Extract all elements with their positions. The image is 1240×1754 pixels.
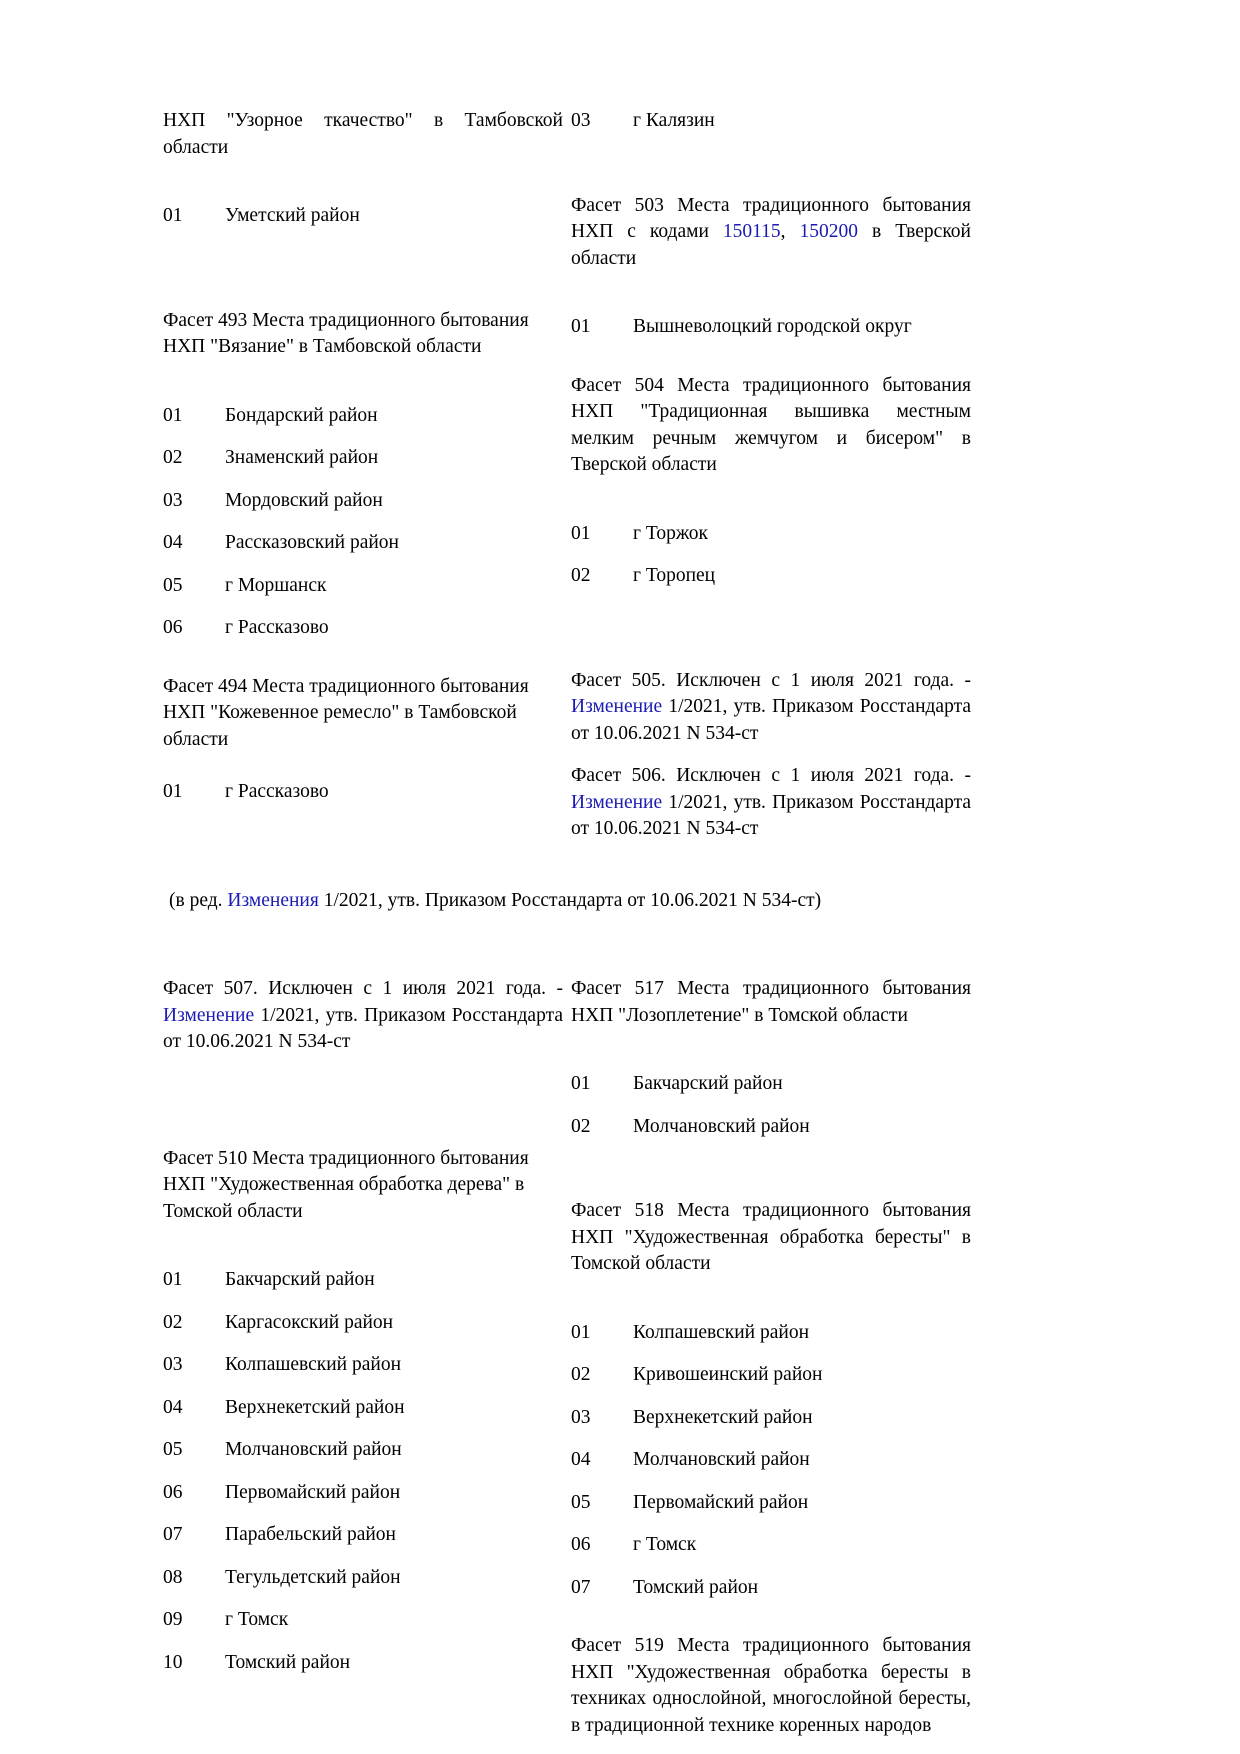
entry-name: Верхнекетский район xyxy=(225,1396,405,1418)
list-item xyxy=(163,488,563,515)
entry-name: Первомайский район xyxy=(225,1481,401,1503)
entry-name: Каргасокский район xyxy=(225,1311,394,1333)
entry-code: 03 xyxy=(163,489,183,511)
entry-name: Молчановский район xyxy=(225,1439,402,1460)
spacer xyxy=(571,1029,971,1071)
heading-faset-503-sep: , xyxy=(780,221,800,242)
heading-faset-503-text-1: Фасет 503 Места традиционного бытования НХП с кодами xyxy=(571,194,971,242)
list-item xyxy=(163,1522,563,1549)
list-item xyxy=(571,1532,971,1559)
entry-name: Бакчарский район xyxy=(225,1269,375,1290)
entry-code: 02 xyxy=(571,1115,591,1137)
link-izmenenie-505[interactable]: Изменение xyxy=(571,696,663,717)
entry-name: Бондарский район xyxy=(225,404,378,426)
entry-name: Колпашевский район xyxy=(633,1321,810,1343)
list-item xyxy=(163,530,563,557)
entry-code: 04 xyxy=(163,1396,183,1418)
heading-nhp-uzornoe-tkachestvo: НХП "Узорное ткачество" в Тамбовской области xyxy=(163,110,563,158)
entry-name: Молчановский район xyxy=(633,1115,810,1137)
spacer xyxy=(571,1278,971,1320)
list-item xyxy=(163,573,563,600)
list-item xyxy=(163,1607,563,1634)
heading-faset-494: Фасет 494 Места традиционного бытования НХП "Кожевенное ремесло" в Тамбовской области xyxy=(163,675,529,750)
note-faset-505-text-1: Фасет 505. Исключен с 1 июля 2021 года. - xyxy=(571,669,971,691)
entry-code: 09 xyxy=(163,1609,183,1630)
list-item xyxy=(163,1267,563,1294)
list-item xyxy=(163,779,563,806)
entry-name: г Рассказово xyxy=(225,617,329,638)
entry-code: 03 xyxy=(571,1406,591,1428)
list-item xyxy=(571,314,971,341)
entry-name: Колпашевский район xyxy=(225,1354,402,1375)
spacer xyxy=(571,606,971,668)
heading-faset-504: Фасет 504 Места традиционного бытования НХП "Традиционная вышивка местным мелким речным жемчугом и бисером" в Тверской области xyxy=(571,374,971,475)
entry-code: 02 xyxy=(163,1311,183,1333)
list-item xyxy=(163,203,563,230)
spacer xyxy=(571,1617,971,1633)
link-code-150115[interactable]: 150115 xyxy=(722,221,781,242)
entry-name: г Томск xyxy=(225,1609,289,1630)
two-column-section-bottom xyxy=(163,976,1100,1739)
entry-code: 02 xyxy=(163,447,183,468)
note-faset-505 xyxy=(571,668,971,748)
spacer xyxy=(163,658,563,674)
entry-name: Знаменский район xyxy=(225,447,379,468)
entry-name: Бакчарский район xyxy=(633,1073,783,1094)
heading-faset-503-text-2: в Тверской области xyxy=(571,221,971,269)
list-item xyxy=(571,1405,971,1432)
list-item xyxy=(571,1071,971,1098)
spacer xyxy=(163,361,563,403)
list-item xyxy=(571,563,971,590)
spacer xyxy=(163,753,563,779)
entry-name: Молчановский район xyxy=(633,1449,810,1470)
amendment-note-text-2: 1/2021, утв. Приказом Росстандарта от 10.06.2021 N 534-ст) xyxy=(318,890,822,911)
entry-name: г Моршанск xyxy=(225,574,327,596)
list-item xyxy=(163,615,563,642)
entry-code: 01 xyxy=(163,781,183,802)
spacer xyxy=(163,161,563,203)
list-item xyxy=(571,108,971,135)
entry-name: г Торжок xyxy=(633,522,709,544)
spacer xyxy=(571,357,971,373)
entry-code: 02 xyxy=(571,565,591,586)
list-item xyxy=(571,1362,971,1389)
entry-code: 01 xyxy=(163,404,183,426)
spacer xyxy=(571,151,971,193)
link-izmenenie-507[interactable]: Изменение xyxy=(163,1004,255,1026)
entry-name: Мордовский район xyxy=(225,489,383,511)
entry-name: Парабельский район xyxy=(225,1524,396,1545)
entry-code: 01 xyxy=(571,1321,591,1343)
two-column-section-top xyxy=(163,108,1100,843)
heading-faset-510: Фасет 510 Места традиционного бытования НХП "Художественная обработка дерева" в Томской области xyxy=(163,1147,529,1222)
list-item xyxy=(163,1480,563,1507)
entry-code: 01 xyxy=(571,522,591,544)
entry-code: 04 xyxy=(163,532,183,553)
left-column-bottom xyxy=(163,976,563,1692)
entry-name: Томский район xyxy=(225,1651,351,1673)
list-item xyxy=(163,1650,563,1677)
entry-code: 10 xyxy=(163,1651,183,1673)
entry-name: Томский район xyxy=(633,1576,759,1598)
amendment-note-text-1: (в ред. xyxy=(169,890,228,911)
left-column-top xyxy=(163,108,563,822)
entry-name: Рассказовский район xyxy=(225,532,399,553)
entry-name: Верхнекетский район xyxy=(633,1406,813,1428)
heading-faset-503 xyxy=(571,193,971,273)
link-izmeneniya[interactable]: Изменения xyxy=(227,890,319,911)
list-item xyxy=(163,1565,563,1592)
list-item xyxy=(571,1114,971,1141)
note-faset-507-text-2: 1/2021, утв. Приказом Росстандарта от 10.06.2021 N 534-ст xyxy=(163,1004,563,1052)
entry-code: 01 xyxy=(163,1269,183,1290)
note-faset-506 xyxy=(571,763,971,843)
spacer xyxy=(571,479,971,521)
note-faset-507 xyxy=(163,976,563,1056)
list-item xyxy=(571,521,971,548)
entry-code: 04 xyxy=(571,1449,591,1470)
entry-code: 06 xyxy=(163,617,183,638)
entry-code: 06 xyxy=(571,1534,591,1555)
spacer xyxy=(571,272,971,314)
entry-code: 07 xyxy=(571,1576,591,1598)
entry-name: г Рассказово xyxy=(225,781,329,802)
entry-name: Кривошеинский район xyxy=(633,1364,823,1385)
spacer xyxy=(163,843,1100,869)
entry-name: г Томск xyxy=(633,1534,697,1555)
entry-code: 05 xyxy=(163,574,183,596)
entry-name: Тегульдетский район xyxy=(225,1566,401,1588)
list-item xyxy=(571,1490,971,1517)
link-code-150200[interactable]: 150200 xyxy=(799,221,859,242)
right-column-top xyxy=(571,108,971,843)
entry-code: 08 xyxy=(163,1566,183,1588)
right-column-bottom xyxy=(571,976,971,1739)
entry-name: г Калязин xyxy=(633,110,715,131)
heading-faset-517: Фасет 517 Места традиционного бытования НХП "Лозоплетение" в Томской области xyxy=(571,978,971,1026)
entry-code: 01 xyxy=(571,1073,591,1094)
entry-code: 06 xyxy=(163,1481,183,1503)
list-item xyxy=(163,445,563,472)
spacer xyxy=(163,1225,563,1267)
entry-name: Первомайский район xyxy=(633,1491,809,1513)
entry-code: 07 xyxy=(163,1524,183,1545)
note-faset-506-text-2: 1/2021, утв. Приказом Росстандарта от 10.06.2021 N 534-ст xyxy=(571,791,971,839)
heading-faset-518: Фасет 518 Места традиционного бытования НХП "Художественная обработка бересты" в Томской области xyxy=(571,1200,971,1274)
link-izmenenie-506[interactable]: Изменение xyxy=(571,791,663,813)
entry-code: 05 xyxy=(163,1439,183,1460)
note-faset-506-text-1: Фасет 506. Исключен с 1 июля 2021 года. - xyxy=(571,765,971,786)
list-item xyxy=(571,1447,971,1474)
list-item xyxy=(571,1320,971,1347)
list-item xyxy=(163,1437,563,1464)
entry-code: 03 xyxy=(163,1354,183,1375)
list-item xyxy=(163,1395,563,1422)
list-item xyxy=(163,1352,563,1379)
spacer xyxy=(571,747,971,763)
full-width-amendment-note xyxy=(163,888,1100,915)
spacer xyxy=(571,1156,971,1198)
entry-name: г Торопец xyxy=(633,565,716,586)
heading-faset-519: Фасет 519 Места традиционного бытования НХП "Художественная обработка бересты в техниках однослойной, многослойной бересты, в традиционной технике коренных народов xyxy=(571,1635,971,1736)
note-faset-507-text-1: Фасет 507. Исключен с 1 июля 2021 года. - xyxy=(163,978,563,999)
spacer xyxy=(163,246,563,308)
spacer xyxy=(163,1056,563,1146)
heading-faset-493: Фасет 493 Места традиционного бытования НХП "Вязание" в Тамбовской области xyxy=(163,309,529,357)
spacer xyxy=(163,934,1100,976)
entry-code: 01 xyxy=(571,316,591,337)
entry-name: Уметский район xyxy=(225,205,360,226)
entry-code: 03 xyxy=(571,110,591,131)
list-item xyxy=(163,1310,563,1337)
entry-code: 05 xyxy=(571,1491,591,1513)
note-faset-505-text-2: 1/2021, утв. Приказом Росстандарта от 10.06.2021 N 534-ст xyxy=(571,696,971,744)
list-item xyxy=(163,403,563,430)
entry-code: 02 xyxy=(571,1364,591,1385)
entry-code: 01 xyxy=(163,205,183,226)
list-item xyxy=(571,1575,971,1602)
entry-name: Вышневолоцкий городской округ xyxy=(633,316,912,337)
